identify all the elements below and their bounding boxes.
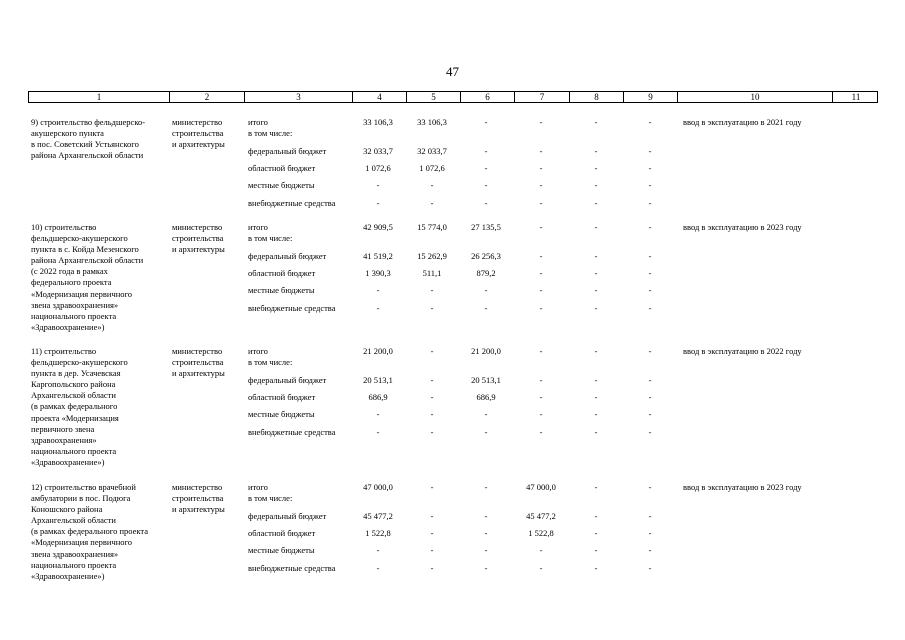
funding-source-label: внебюджетные средства xyxy=(248,198,336,208)
project-result: ввод в эксплуатацию в 2022 году xyxy=(683,346,802,356)
funding-value-c9: - xyxy=(648,563,652,573)
funding-value-c5: - xyxy=(430,563,434,573)
header-col-5: 5 xyxy=(406,92,460,102)
funding-source-label: местные бюджеты xyxy=(248,180,315,190)
header-col-6: 6 xyxy=(460,92,514,102)
funding-source-label: федеральный бюджет xyxy=(248,146,327,156)
funding-source-label: итого в том числе: xyxy=(248,482,293,504)
funding-value-c7: - xyxy=(539,222,543,232)
funding-value-c8: - xyxy=(594,511,598,521)
funding-value-c9: - xyxy=(648,251,652,261)
funding-source-label: местные бюджеты xyxy=(248,285,315,295)
funding-value-c4: - xyxy=(376,180,380,190)
funding-value-c4: 1 522,8 xyxy=(365,528,391,538)
funding-value-c7: - xyxy=(539,375,543,385)
funding-value-c4: - xyxy=(376,427,380,437)
funding-value-c8: - xyxy=(594,180,598,190)
funding-value-c4: 1 072,6 xyxy=(365,163,391,173)
funding-value-c6: 27 135,5 xyxy=(471,222,501,232)
funding-value-c7: - xyxy=(539,346,543,356)
project-name: 11) строительство фельдшерско-акушерского пункта в дер. Усачевская Каргопольского района Архангельской области (в рамках федерального проекта «Модернизация первичного звена здравоохранения» национального проекта «Здравоохранение») xyxy=(31,346,128,467)
funding-value-c8: - xyxy=(594,285,598,295)
funding-value-c5: - xyxy=(430,482,434,492)
funding-value-c6: - xyxy=(484,528,488,538)
project-result: ввод в эксплуатацию в 2021 году xyxy=(683,117,802,127)
funding-source-label: внебюджетные средства xyxy=(248,303,336,313)
funding-value-c9: - xyxy=(648,346,652,356)
funding-value-c9: - xyxy=(648,482,652,492)
project-name: 12) строительство врачебной амбулатории в пос. Подюга Коношского района Архангельской области (в рамках федерального проекта «Модернизация первичного звена здравоохранения» национального проекта «Здравоохранение») xyxy=(31,482,148,581)
funding-value-c5: - xyxy=(430,409,434,419)
funding-value-c6: 20 513,1 xyxy=(471,375,501,385)
funding-source-label: областной бюджет xyxy=(248,163,316,173)
funding-value-c4: 47 000,0 xyxy=(363,482,393,492)
funding-source-label: итого в том числе: xyxy=(248,346,293,368)
funding-value-c5: 15 262,9 xyxy=(417,251,447,261)
funding-value-c5: - xyxy=(430,303,434,313)
funding-value-c5: - xyxy=(430,545,434,555)
project-executor: министерство строительства и архитектуры xyxy=(172,346,225,379)
funding-value-c8: - xyxy=(594,198,598,208)
funding-value-c7: - xyxy=(539,180,543,190)
funding-value-c7: 45 477,2 xyxy=(526,511,556,521)
funding-value-c9: - xyxy=(648,146,652,156)
funding-value-c7: - xyxy=(539,268,543,278)
project-executor: министерство строительства и архитектуры xyxy=(172,222,225,255)
funding-value-c4: 1 390,3 xyxy=(365,268,391,278)
funding-value-c6: - xyxy=(484,198,488,208)
funding-source-label: итого в том числе: xyxy=(248,117,293,139)
funding-source-label: итого в том числе: xyxy=(248,222,293,244)
funding-value-c9: - xyxy=(648,285,652,295)
funding-value-c8: - xyxy=(594,146,598,156)
funding-value-c9: - xyxy=(648,511,652,521)
funding-value-c8: - xyxy=(594,482,598,492)
funding-value-c4: - xyxy=(376,563,380,573)
funding-value-c8: - xyxy=(594,251,598,261)
funding-value-c8: - xyxy=(594,268,598,278)
header-col-10: 10 xyxy=(677,92,832,102)
funding-value-c8: - xyxy=(594,375,598,385)
funding-value-c5: - xyxy=(430,285,434,295)
funding-value-c7: 47 000,0 xyxy=(526,482,556,492)
project-executor: министерство строительства и архитектуры xyxy=(172,482,225,515)
funding-value-c4: 33 106,3 xyxy=(363,117,393,127)
header-col-4: 4 xyxy=(352,92,406,102)
funding-value-c8: - xyxy=(594,528,598,538)
funding-source-label: федеральный бюджет xyxy=(248,375,327,385)
funding-source-label: федеральный бюджет xyxy=(248,251,327,261)
header-col-3: 3 xyxy=(244,92,352,102)
funding-value-c5: - xyxy=(430,375,434,385)
funding-value-c6: 21 200,0 xyxy=(471,346,501,356)
funding-value-c6: 879,2 xyxy=(476,268,496,278)
funding-value-c9: - xyxy=(648,375,652,385)
header-col-8: 8 xyxy=(569,92,623,102)
header-col-9: 9 xyxy=(623,92,677,102)
header-col-1: 1 xyxy=(96,92,102,102)
funding-value-c4: 32 033,7 xyxy=(363,146,393,156)
funding-value-c4: - xyxy=(376,545,380,555)
funding-value-c6: 26 256,3 xyxy=(471,251,501,261)
funding-value-c8: - xyxy=(594,409,598,419)
project-result: ввод в эксплуатацию в 2023 году xyxy=(683,482,802,492)
funding-value-c8: - xyxy=(594,117,598,127)
funding-value-c5: - xyxy=(430,511,434,521)
funding-value-c8: - xyxy=(594,303,598,313)
funding-value-c4: - xyxy=(376,409,380,419)
funding-value-c6: 686,9 xyxy=(476,392,496,402)
funding-value-c4: - xyxy=(376,285,380,295)
funding-value-c9: - xyxy=(648,427,652,437)
project-result: ввод в эксплуатацию в 2023 году xyxy=(683,222,802,232)
funding-value-c7: - xyxy=(539,427,543,437)
header-col-11: 11 xyxy=(832,92,879,102)
funding-value-c6: - xyxy=(484,146,488,156)
funding-source-label: областной бюджет xyxy=(248,392,316,402)
funding-source-label: областной бюджет xyxy=(248,528,316,538)
funding-value-c9: - xyxy=(648,268,652,278)
funding-value-c7: - xyxy=(539,545,543,555)
funding-value-c4: 21 200,0 xyxy=(363,346,393,356)
funding-value-c9: - xyxy=(648,409,652,419)
funding-value-c5: - xyxy=(430,346,434,356)
funding-value-c6: - xyxy=(484,511,488,521)
funding-value-c7: - xyxy=(539,117,543,127)
page-number: 47 xyxy=(446,64,459,79)
funding-value-c9: - xyxy=(648,392,652,402)
header-col-2: 2 xyxy=(169,92,244,102)
project-executor: министерство строительства и архитектуры xyxy=(172,117,225,150)
funding-value-c4: 20 513,1 xyxy=(363,375,393,385)
funding-value-c4: 41 519,2 xyxy=(363,251,393,261)
funding-value-c7: - xyxy=(539,146,543,156)
funding-value-c7: - xyxy=(539,392,543,402)
funding-value-c9: - xyxy=(648,180,652,190)
funding-value-c6: - xyxy=(484,482,488,492)
funding-source-label: местные бюджеты xyxy=(248,545,315,555)
header-col-7: 7 xyxy=(514,92,569,102)
funding-value-c6: - xyxy=(484,545,488,555)
funding-value-c5: - xyxy=(430,180,434,190)
funding-value-c9: - xyxy=(648,163,652,173)
funding-value-c6: - xyxy=(484,285,488,295)
funding-value-c5: 32 033,7 xyxy=(417,146,447,156)
funding-value-c9: - xyxy=(648,117,652,127)
funding-value-c5: 1 072,6 xyxy=(419,163,445,173)
funding-value-c8: - xyxy=(594,427,598,437)
funding-value-c6: - xyxy=(484,163,488,173)
funding-value-c7: 1 522,8 xyxy=(528,528,554,538)
funding-value-c8: - xyxy=(594,163,598,173)
funding-value-c7: - xyxy=(539,409,543,419)
funding-value-c9: - xyxy=(648,303,652,313)
funding-value-c9: - xyxy=(648,198,652,208)
funding-source-label: федеральный бюджет xyxy=(248,511,327,521)
funding-value-c5: - xyxy=(430,198,434,208)
funding-value-c8: - xyxy=(594,392,598,402)
funding-value-c8: - xyxy=(594,545,598,555)
funding-source-label: внебюджетные средства xyxy=(248,563,336,573)
funding-value-c6: - xyxy=(484,409,488,419)
funding-value-c4: 45 477,2 xyxy=(363,511,393,521)
funding-value-c4: 686,9 xyxy=(368,392,388,402)
funding-value-c8: - xyxy=(594,346,598,356)
funding-value-c4: - xyxy=(376,198,380,208)
funding-value-c4: 42 909,5 xyxy=(363,222,393,232)
funding-value-c5: 511,1 xyxy=(422,268,442,278)
funding-source-label: внебюджетные средства xyxy=(248,427,336,437)
funding-value-c5: 15 774,0 xyxy=(417,222,447,232)
project-name: 10) строительство фельдшерско-акушерского пункта в с. Койда Мезенского района Архангельской области (с 2022 года в рамках федерального проекта «Модернизация первичного звена здравоохранения» национального проекта «Здравоохранение») xyxy=(31,222,144,332)
funding-source-label: местные бюджеты xyxy=(248,409,315,419)
funding-value-c7: - xyxy=(539,563,543,573)
funding-source-label: областной бюджет xyxy=(248,268,316,278)
funding-value-c9: - xyxy=(648,222,652,232)
funding-value-c7: - xyxy=(539,251,543,261)
funding-value-c8: - xyxy=(594,222,598,232)
funding-value-c6: - xyxy=(484,563,488,573)
funding-value-c9: - xyxy=(648,545,652,555)
funding-value-c5: - xyxy=(430,427,434,437)
funding-value-c7: - xyxy=(539,163,543,173)
funding-value-c7: - xyxy=(539,285,543,295)
funding-value-c7: - xyxy=(539,303,543,313)
funding-value-c6: - xyxy=(484,180,488,190)
funding-value-c4: - xyxy=(376,303,380,313)
project-name: 9) строительство фельдшерско- акушерского пункта в пос. Советский Устьянского района Архангельской области xyxy=(31,117,146,161)
funding-value-c5: - xyxy=(430,392,434,402)
funding-value-c5: - xyxy=(430,528,434,538)
funding-value-c6: - xyxy=(484,303,488,313)
funding-value-c6: - xyxy=(484,117,488,127)
funding-value-c6: - xyxy=(484,427,488,437)
funding-value-c7: - xyxy=(539,198,543,208)
funding-value-c8: - xyxy=(594,563,598,573)
funding-value-c9: - xyxy=(648,528,652,538)
funding-value-c5: 33 106,3 xyxy=(417,117,447,127)
